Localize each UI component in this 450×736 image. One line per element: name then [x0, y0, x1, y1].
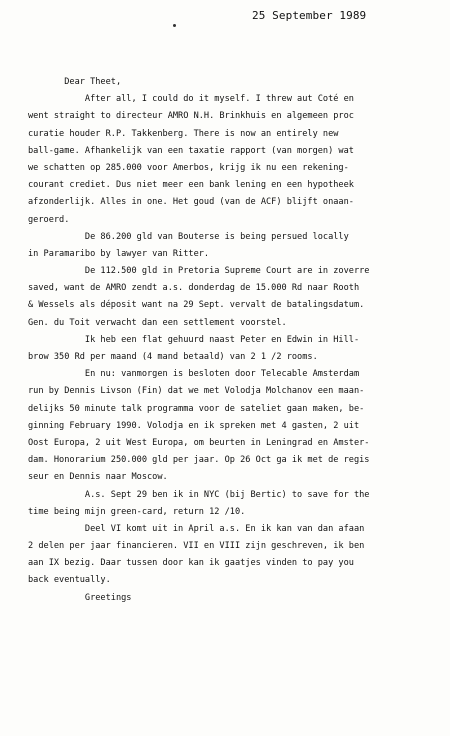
letter-line: Deel VI komt uit in April a.s. En ik kan van dan afaan: [28, 523, 365, 534]
letter-line: time being mijn green-card, return 12 /10.: [28, 506, 246, 517]
letter-line: dam. Honorarium 250.000 gld per jaar. Op 26 Oct ga ik met de regis: [28, 455, 370, 466]
ink-speck: [173, 24, 176, 27]
letter-line: En nu: vanmorgen is besloten door Telecable Amsterdam: [28, 369, 360, 380]
letter-line: De 86.200 gld van Bouterse is being persued locally: [28, 231, 349, 242]
letter-line: curatie houder R.P. Takkenberg. There is now an entirely new: [28, 128, 339, 139]
letter-line: seur en Dennis naar Moscow.: [28, 472, 168, 483]
letter-line: aan IX bezig. Daar tussen door kan ik gaatjes vinden to pay you: [28, 558, 354, 569]
letter-line: & Wessels als déposit want na 29 Sept. vervalt de batalingsdatum.: [28, 300, 365, 311]
letter-line: we schatten op 285.000 voor Amerbos, krijg ik nu een rekening-: [28, 162, 349, 173]
letter-line: ball-game. Afhankelijk van een taxatie rapport (van morgen) wat: [28, 145, 354, 156]
letter-line: brow 350 Rd per maand (4 mand betaald) van 2 1 /2 rooms.: [28, 352, 318, 362]
letter-line: run by Dennis Livson (Fin) dat we met Volodja Molchanov een maan-: [28, 386, 365, 397]
letter-line: Dear Theet,: [28, 77, 122, 87]
letter-line: delijks 50 minute talk programma voor de sateliet gaan maken, be-: [28, 403, 365, 414]
letter-line: De 112.500 gld in Pretoria Supreme Court are in zoverre: [28, 266, 370, 277]
letter-line: 2 delen per jaar financieren. VII en VIII zijn geschreven, ik ben: [28, 541, 365, 552]
letter-body: [28, 74, 446, 607]
letter-line: went straight to directeur AMRO N.H. Brinkhuis en algemeen proc: [28, 111, 354, 122]
letter-line: back eventually.: [28, 575, 111, 586]
letter-line: courant crediet. Dus niet meer een bank lening en een hypotheek: [28, 180, 354, 191]
letter-date: 25 September 1989: [252, 9, 367, 22]
letter-line: After all, I could do it myself. I threw aut Coté en: [28, 94, 354, 105]
letter-line: in Paramaribo by lawyer van Ritter.: [28, 248, 210, 259]
letter-line: ginning February 1990. Volodja en ik spreken met 4 gasten, 2 uit: [28, 420, 360, 431]
letter-line: geroerd.: [28, 214, 70, 225]
letter-line: A.s. Sept 29 ben ik in NYC (bij Bertic) to save for the: [28, 489, 370, 500]
letter-line: saved, want de AMRO zendt a.s. donderdag de 15.000 Rd naar Rooth: [28, 283, 360, 294]
letter-line: Gen. du Toit verwacht dan een settlement voorstel.: [28, 317, 287, 328]
letter-line: Greetings: [28, 592, 132, 603]
letter-line: Ik heb een flat gehuurd naast Peter en Edwin in Hill-: [28, 334, 360, 345]
letter-line: Oost Europa, 2 uit West Europa, om beurten in Leningrad en Amster-: [28, 437, 370, 448]
letter-line: afzonderlijk. Alles in one. Het goud (van de ACF) blijft onaan-: [28, 197, 354, 208]
